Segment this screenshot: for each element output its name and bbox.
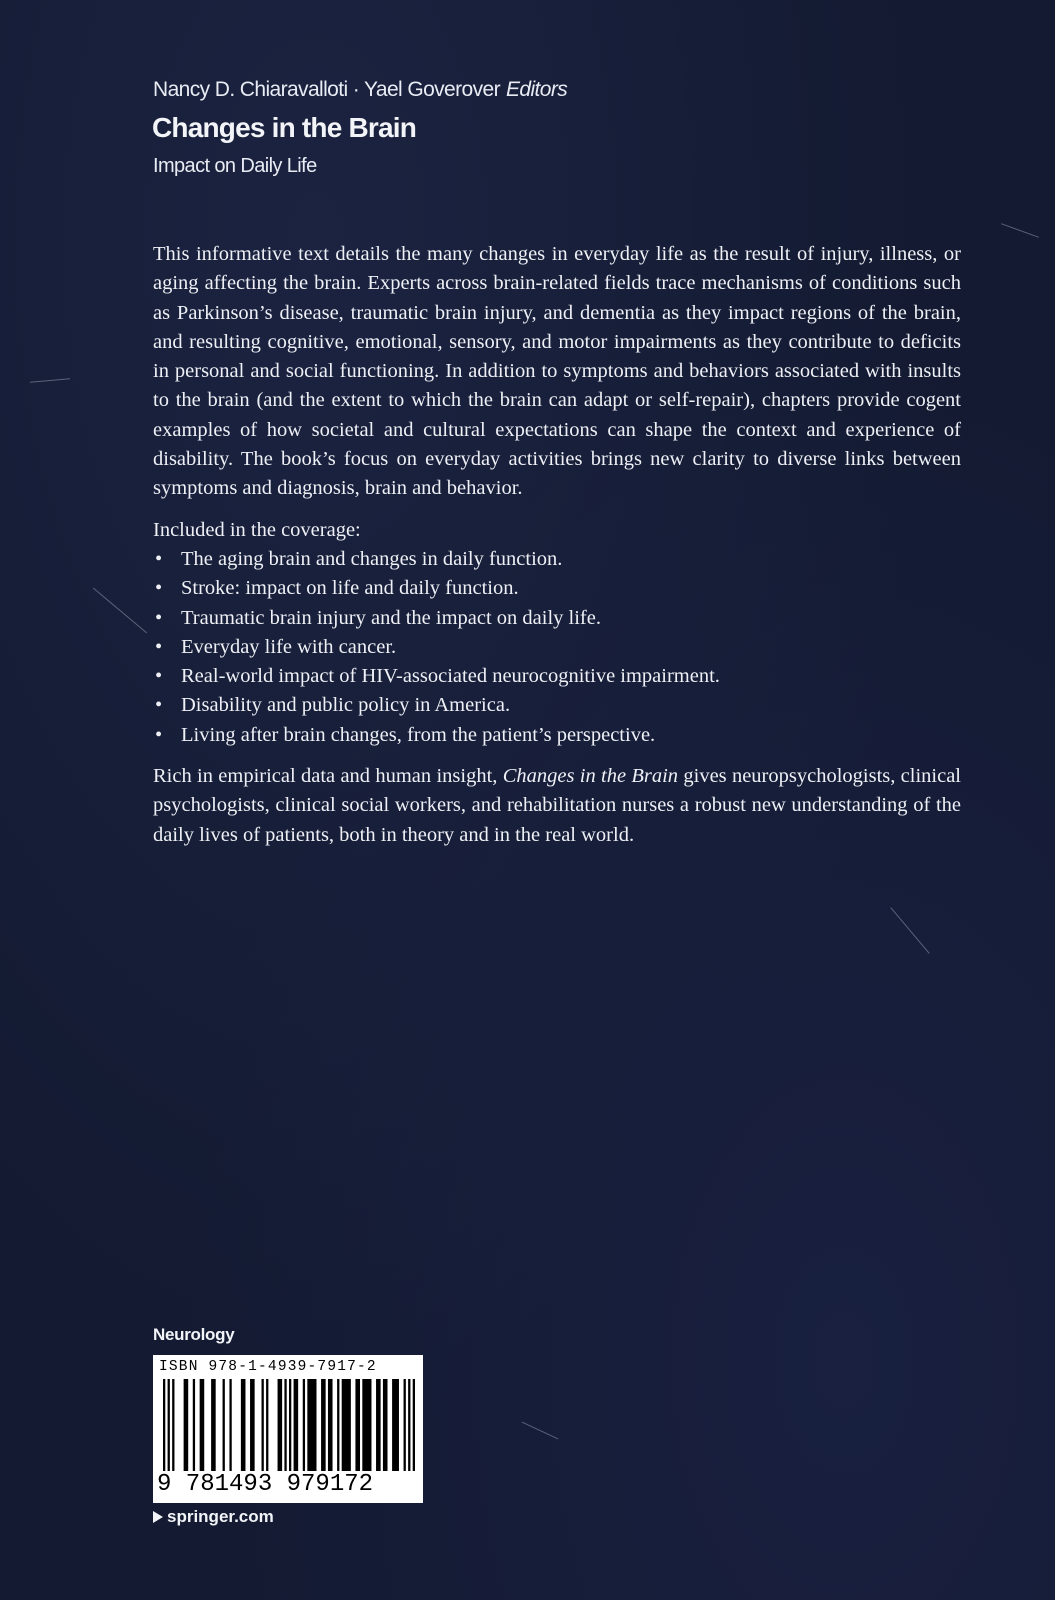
barcode-bar	[355, 1379, 360, 1471]
editors-line	[153, 78, 567, 102]
barcode-bars	[161, 1379, 419, 1477]
isbn-barcode	[153, 1355, 423, 1503]
barcode-bar	[168, 1379, 170, 1471]
coverage-item-text: Living after brain changes, from the patient’s perspective.	[181, 723, 656, 746]
barcode-bar	[211, 1379, 216, 1471]
barcode-bar	[413, 1379, 415, 1471]
coverage-item	[153, 662, 961, 691]
closing-book-title: Changes in the Brain	[502, 765, 679, 788]
website-text: springer.com	[167, 1507, 274, 1526]
bullet-icon: •	[155, 723, 163, 746]
scratch-mark	[93, 588, 147, 634]
barcode-bar	[229, 1379, 231, 1471]
barcode-bar	[200, 1379, 205, 1471]
barcode-bar	[223, 1379, 225, 1471]
coverage-item-text: Traumatic brain injury and the impact on daily life.	[181, 606, 601, 629]
barcode-bar	[278, 1379, 283, 1471]
coverage-item	[153, 545, 961, 574]
isbn-number: ISBN 978-1-4939-7917-2	[159, 1359, 377, 1375]
barcode-bar	[383, 1379, 388, 1471]
scratch-mark	[1001, 223, 1039, 238]
coverage-list	[153, 545, 961, 750]
barcode-bar	[408, 1379, 410, 1471]
coverage-item-text: Disability and public policy in America.	[181, 694, 511, 717]
barcode-bar	[250, 1379, 255, 1471]
coverage-item	[153, 691, 961, 720]
barcode-bar	[342, 1379, 351, 1471]
website-link[interactable]	[153, 1507, 274, 1527]
barcode-bar	[392, 1379, 399, 1471]
barcode-bar	[404, 1379, 406, 1471]
ean-number: 9 781493 979172	[157, 1471, 374, 1498]
scratch-mark	[890, 907, 929, 954]
editors-role: Editors	[505, 78, 568, 101]
bullet-icon: •	[155, 606, 163, 629]
coverage-item	[153, 574, 961, 603]
coverage-item	[153, 604, 961, 633]
coverage-item-text: Real-world impact of HIV-associated neurocognitive impairment.	[181, 665, 720, 688]
barcode-bar	[321, 1379, 326, 1471]
scratch-mark	[522, 1422, 559, 1440]
coverage-item-text: Stroke: impact on life and daily function.	[181, 577, 519, 600]
barcode-bar	[284, 1379, 286, 1471]
barcode-bar	[193, 1379, 195, 1471]
bullet-icon: •	[155, 635, 163, 658]
barcode-bar	[241, 1379, 246, 1471]
barcode-bar	[262, 1379, 264, 1471]
barcode-bar	[184, 1379, 189, 1471]
bullet-icon: •	[155, 577, 163, 600]
barcode-bar	[337, 1379, 339, 1471]
bullet-icon: •	[155, 694, 163, 717]
closing-text-start: Rich in empirical data and human insight,	[153, 765, 503, 788]
closing-text-end: gives neuropsychologists, clinical psychologists, clinical social workers, and rehabilitation nurses a robust new understanding of the daily lives of patients, both in theory and in the real world.	[153, 765, 962, 846]
barcode-bar	[303, 1379, 305, 1471]
scratch-mark	[30, 378, 70, 382]
barcode-bar	[294, 1379, 299, 1471]
series-label: Neurology	[153, 1325, 235, 1344]
editors-names: Nancy D. Chiaravalloti · Yael Goverover	[153, 78, 500, 101]
barcode-bar	[362, 1379, 371, 1471]
description-block	[153, 240, 961, 862]
coverage-item-text: Everyday life with cancer.	[181, 635, 397, 658]
barcode-bar	[376, 1379, 381, 1471]
barcode-bar	[289, 1379, 291, 1471]
bullet-icon: •	[155, 665, 163, 688]
barcode-bar	[172, 1379, 174, 1471]
book-title: Changes in the Brain	[152, 112, 417, 143]
barcode-bar	[266, 1379, 268, 1471]
coverage-item-text: The aging brain and changes in daily function.	[181, 547, 563, 570]
coverage-heading: Included in the coverage:	[153, 518, 361, 541]
description-paragraph: This informative text details the many changes in everyday life as the result of injury, illness, or aging affecting the brain. Experts across brain-related fields trace mechanisms of conditions such as Parkinson’s disease, traumatic brain injury, and dementia as they impact regions of the brain, and resulting cognitive, emotional, sensory, and motor impairments as they contribute to deficits in personal and social functioning. In addition to symptoms and behaviors associated with insults to the brain (and the extent to which the brain can adapt or self-repair), chapters provide cogent examples of how societal and cultural expectations can shape the context and experience of disability. The book’s focus on everyday activities brings new clarity to diverse links between symptoms and diagnosis, brain and behavior.	[153, 243, 961, 500]
barcode-bar	[328, 1379, 333, 1471]
book-subtitle: Impact on Daily Life	[153, 155, 317, 177]
bullet-icon: •	[155, 547, 163, 570]
closing-paragraph	[153, 762, 961, 850]
barcode-bar	[163, 1379, 165, 1471]
coverage-item	[153, 633, 961, 662]
triangle-arrow-icon	[153, 1511, 163, 1523]
coverage-item	[153, 721, 961, 750]
barcode-bar	[307, 1379, 316, 1471]
